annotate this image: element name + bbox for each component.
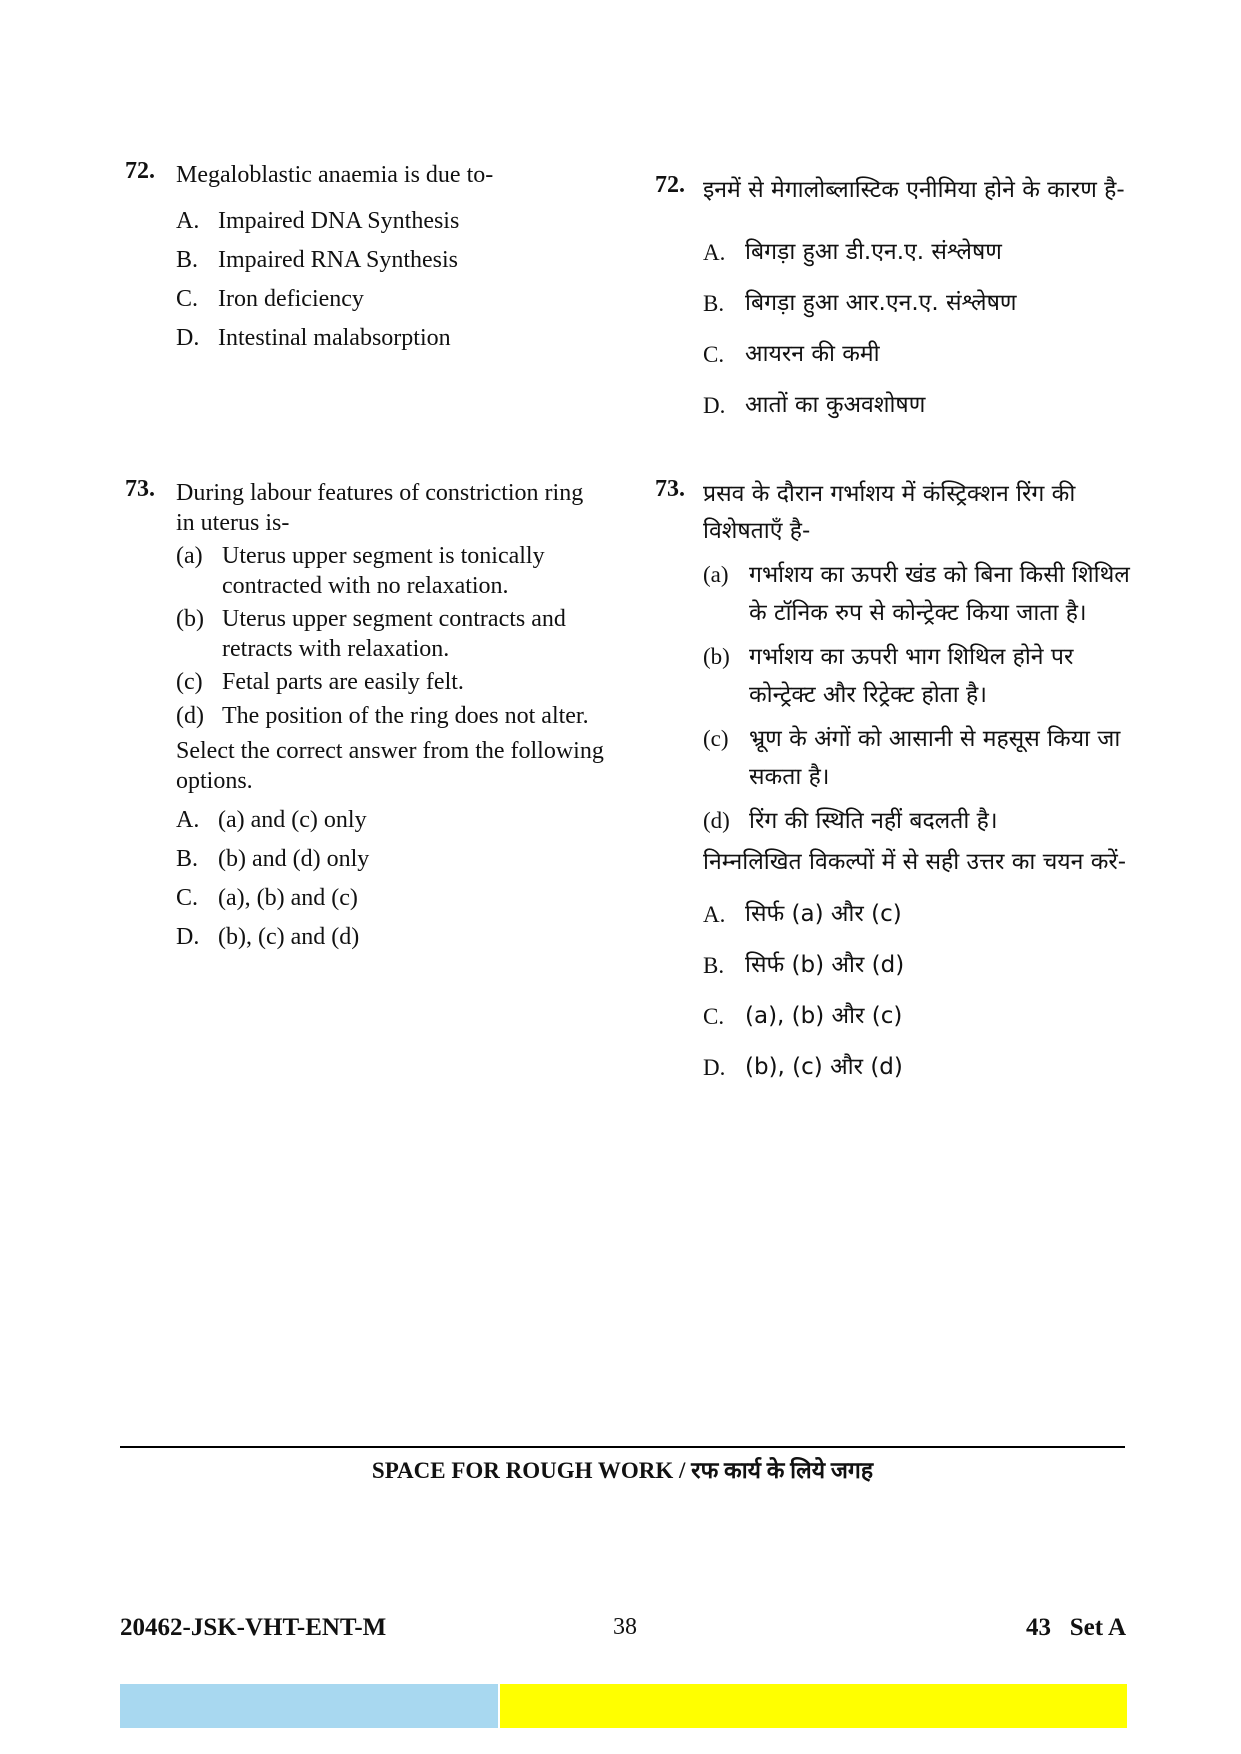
option-a: A. Impaired DNA Synthesis bbox=[176, 208, 460, 234]
question-number: 72. bbox=[655, 172, 685, 198]
option-b: B. Impaired RNA Synthesis bbox=[176, 247, 458, 273]
footer-paper-code: 20462-JSK-VHT-ENT-M bbox=[120, 1614, 387, 1641]
question-72-hi bbox=[655, 172, 1135, 431]
rough-work-label: SPACE FOR ROUGH WORK / रफ कार्य के लिये जगह bbox=[371, 1458, 874, 1483]
option-a: A. बिगड़ा हुआ डी.एन.ए. संश्लेषण bbox=[703, 239, 1002, 265]
statement-b: (b) Uterus upper segment contracts and retracts with relaxation. bbox=[176, 606, 566, 662]
option-b: B. बिगड़ा हुआ आर.एन.ए. संश्लेषण bbox=[703, 290, 1017, 316]
option-a: A. (a) and (c) only bbox=[176, 807, 367, 833]
footer-set-label: 43 Set A bbox=[1026, 1614, 1126, 1641]
statement-a: (a) गर्भाशय का ऊपरी खंड को बिना किसी शिथिल के टॉनिक रुप से कोन्ट्रेक्ट किया जाता है। bbox=[703, 562, 1130, 626]
option-d: D. (b), (c) and (d) bbox=[176, 924, 360, 950]
rough-work-divider bbox=[120, 1446, 1125, 1448]
option-a: A. सिर्फ (a) और (c) bbox=[703, 901, 902, 927]
statement-d: (d) The position of the ring does not alter. bbox=[176, 703, 589, 729]
statement-d: (d) रिंग की स्थिति नहीं बदलती है। bbox=[703, 808, 998, 834]
question-instruction: निम्नलिखित विकल्पों में से सही उत्तर का चयन करें- bbox=[703, 849, 1127, 875]
option-b: B. सिर्फ (b) और (d) bbox=[703, 952, 905, 978]
option-b: B. (b) and (d) only bbox=[176, 846, 370, 872]
option-c: C. आयरन की कमी bbox=[703, 341, 880, 367]
question-number: 73. bbox=[655, 476, 685, 502]
question-number: 73. bbox=[125, 476, 155, 502]
statement-c: (c) भ्रूण के अंगों को आसानी से महसूस किया जा सकता है। bbox=[703, 726, 1121, 790]
option-d: D. (b), (c) और (d) bbox=[703, 1054, 903, 1080]
question-number: 72. bbox=[125, 158, 155, 184]
question-stem: During labour features of constriction ring in uterus is- bbox=[176, 480, 584, 536]
question-73-hi bbox=[655, 476, 1135, 1093]
option-c: C. (a), (b) and (c) bbox=[176, 885, 358, 911]
statement-a: (a) Uterus upper segment is tonically contracted with no relaxation. bbox=[176, 543, 545, 599]
footer-color-bar-blue bbox=[120, 1684, 498, 1728]
question-stem: इनमें से मेगालोब्लास्टिक एनीमिया होने के कारण है- bbox=[703, 177, 1125, 203]
question-73-en bbox=[125, 476, 605, 957]
option-c: C. (a), (b) और (c) bbox=[703, 1003, 903, 1029]
footer-page-number: 38 bbox=[613, 1614, 637, 1640]
statement-b: (b) गर्भाशय का ऊपरी भाग शिथिल होने पर कोन्ट्रेक्ट और रिट्रेक्ट होता है। bbox=[703, 644, 1074, 708]
option-d: D. Intestinal malabsorption bbox=[176, 325, 451, 351]
option-d: D. आतों का कुअवशोषण bbox=[703, 392, 926, 418]
question-stem: प्रसव के दौरान गर्भाशय में कंस्ट्रिक्शन रिंग की विशेषताएँ है- bbox=[703, 481, 1076, 544]
footer-color-bar-yellow bbox=[500, 1684, 1127, 1728]
question-72-en bbox=[125, 158, 605, 358]
question-stem: Megaloblastic anaemia is due to- bbox=[176, 162, 494, 188]
statement-c: (c) Fetal parts are easily felt. bbox=[176, 669, 464, 695]
option-c: C. Iron deficiency bbox=[176, 286, 364, 312]
question-instruction: Select the correct answer from the following options. bbox=[176, 738, 604, 794]
